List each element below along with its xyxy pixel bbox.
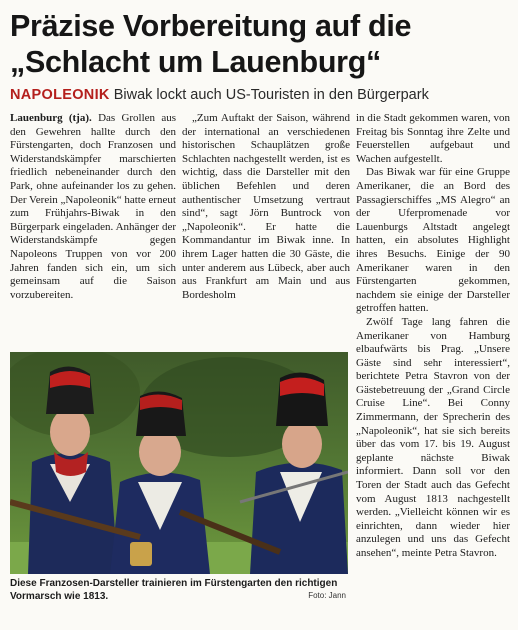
- kicker-label: NAPOLEONIK: [10, 87, 110, 103]
- paragraph-1-text: Das Grollen aus den Gewehren hallte durch den Fürstengarten, doch Franzosen und Widerstandskämpfer marschierten friedlich nebeneinander durch den Park, ohne aufeinander los zu gehen. Der Verein „Napoleonik“ hatte erneut zum Frühjahrs-Biwak in den Bürgerpark eingeladen. Anhänger der Widerstandskämpfe gegen Napoleons Truppen von vor 200 Jahren fanden sich ein, um sich gemeinsam auf die Saison vorzubereiten.: [10, 112, 177, 301]
- article-paragraph-3: Das Biwak war für eine Gruppe Amerikaner, die an Bord des Passagierschiffes „MS Alegro“ an der Uferpromenade vor Lauenburgs Altstadt angelegt hatten, ein absolutes Highlight ihres Besuchs. Einige der 90 Amerikaner waren in den Fürstengarten gekommen, nachdem sie einige der Darsteller getroffen hatten.: [356, 166, 510, 315]
- news-photo: [10, 352, 348, 574]
- article-column-3: [356, 112, 510, 561]
- article-paragraph-1: [10, 112, 176, 302]
- headline-line-1: Präzise Vorbereitung auf die: [10, 9, 412, 43]
- article-paragraph-2: „Zum Auftakt der Saison, während der international an verschiedenen historischen Schauplätzen große Schlachten nachgestellt werden, ist es wichtig, dass die Darsteller mit den üblichen Befehlen und deren authentischer Umsetzung vertraut sind“, sagt Jörn Buntrock von „Napoleonik“. Er hatte die Kommandantur im Biwak inne. In ihrem Lager hatten die 30 Gäste, die unter anderem aus Lübeck, aber auch aus Frankfurt am Main und aus Bordesholm: [182, 112, 350, 301]
- photo-reenactors-illustration: [10, 352, 348, 574]
- photo-credit: Foto: Jann: [308, 591, 346, 600]
- article-column-2: [182, 112, 350, 302]
- article-paragraph-2-continued: in die Stadt gekommen waren, von Freitag bis Sonntag ihre Zelte und Feuerstellen aufgebaut und Wachen aufgestellt.: [356, 112, 510, 165]
- dateline: Lauenburg (tja).: [10, 112, 92, 124]
- headline: [10, 8, 510, 80]
- subtitle: Biwak lockt auch US-Touristen in den Bürgerpark: [113, 87, 429, 103]
- article-paragraph-4: Zwölf Tage lang fahren die Amerikaner von Hamburg elbaufwärts bis Prag. „Unsere Gäste sind sehr interessiert“, berichtete Petra Stavron von der Gästebetreuung der „Grand Circle Cruise Line“. Bei Conny Zimmermann, der Sprecherin des „Napoleonik“, hat sie sich bereits über das vom 17. bis 19. August geplante nächste Biwak informiert. Dann soll vor den Toren der Stadt auch das Gefecht vom August 1813 nachgestellt werden. „Vielleicht können wir es einrichten, dann wieder hier anzulegen und uns das Gefecht ansehen“, meinte Petra Stavron.: [356, 315, 510, 559]
- headline-line-2: „Schlacht um Lauenburg“: [10, 45, 381, 79]
- article-column-1: [10, 112, 176, 302]
- photo-caption: Diese Franzosen-Darsteller trainieren im Fürstengarten den richtigen Vormarsch wie 1813.: [10, 578, 338, 602]
- subheadline: [10, 86, 510, 104]
